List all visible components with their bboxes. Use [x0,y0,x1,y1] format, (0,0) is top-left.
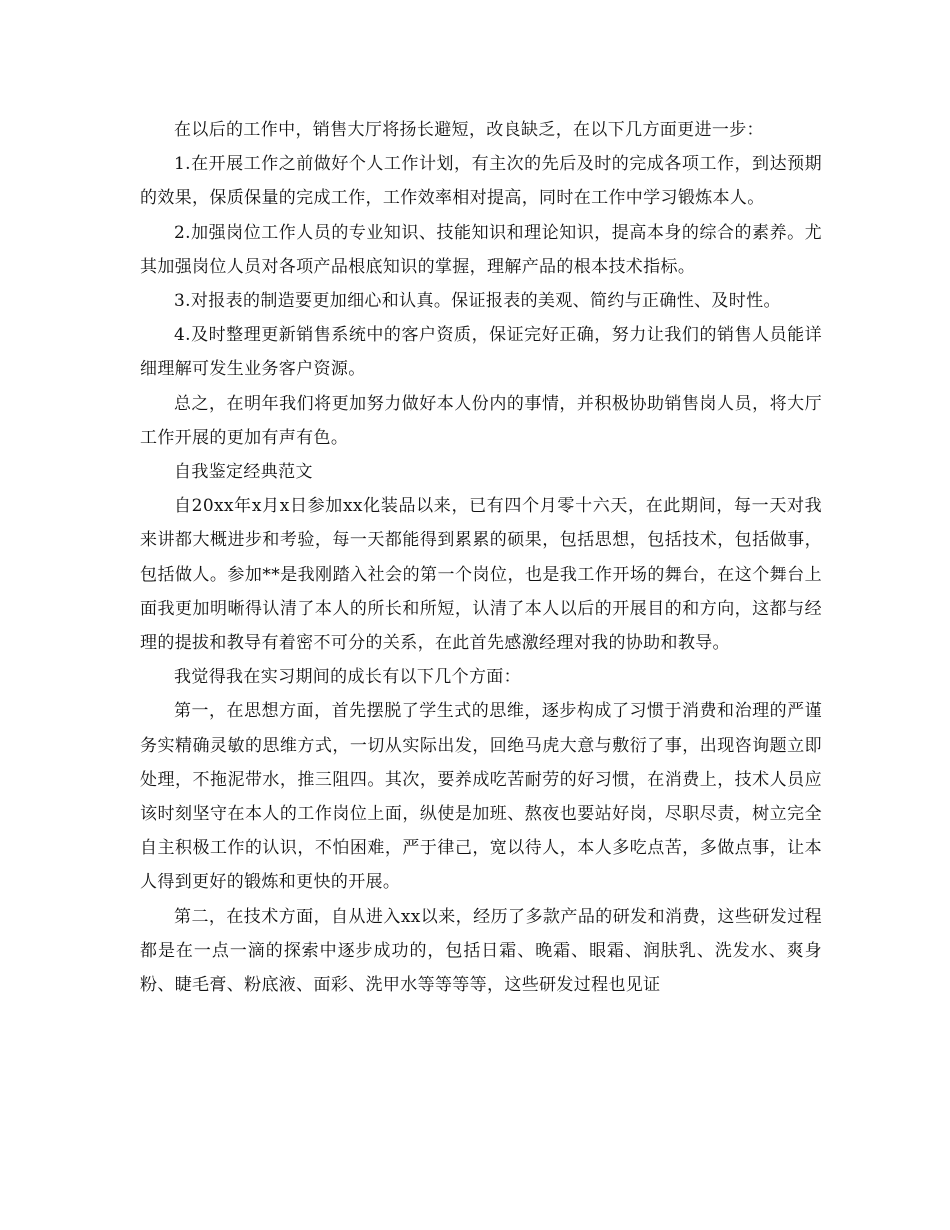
paragraph-item-2: 2.加强岗位工作人员的专业知识、技能知识和理论知识，提高本身的综合的素养。尤其加强岗位人员对各项产品根底知识的掌握，理解产品的根本技术指标。 [140,222,822,277]
document-body [140,113,822,1002]
paragraph-improvement-intro: 在以后的工作中，销售大厅将扬长避短，改良缺乏，在以下几方面更进一步： [174,120,764,140]
paragraph-second-point: 第二，在技术方面，自从进入xx以来，经历了多款产品的研发和消费，这些研发过程都是在一点一滴的探索中逐步成功的，包括日霜、晚霜、眼霜、润肤乳、洗发水、爽身粉、睫毛膏、粉底液、面彩、洗甲水等等等等，这些研发过程也见证 [140,906,822,996]
paragraph-self-assessment-intro: 自20xx年x月x日参加xx化装品以来，已有四个月零十六天，在此期间，每一天对我来讲都大概进步和考验，每一天都能得到累累的硕果，包括思想，包括技术，包括做事，包括做人。参加**是我刚踏入社会的第一个岗位，也是我工作开场的舞台，在这个舞台上面我更加明晰得认清了本人的所长和所短，认清了本人以后的开展目的和方向，这都与经理的提拔和教导有着密不可分的关系，在此首先感激经理对我的协助和教导。 [140,496,822,654]
paragraph-item-4: 4.及时整理更新销售系统中的客户资质，保证完好正确，努力让我们的销售人员能详细理解可发生业务客户资源。 [140,325,822,380]
paragraph-summary: 总之，在明年我们将更加努力做好本人份内的事情，并积极协助销售岗人员，将大厅工作开展的更加有声有色。 [140,393,822,448]
section-heading: 自我鉴定经典范文 [174,462,313,483]
paragraph-first-point: 第一，在思想方面，首先摆脱了学生式的思维，逐步构成了习惯于消费和治理的严谨务实精确灵敏的思维方式，一切从实际出发，回绝马虎大意与敷衍了事，出现咨询题立即处理，不拖泥带水，推三阻四。其次，要养成吃苦耐劳的好习惯，在消费上，技术人员应该时刻坚守在本人的工作岗位上面，纵使是加班、熬夜也要站好岗，尽职尽责，树立完全自主积极工作的认识，不怕困难，严于律己，宽以待人，本人多吃点苦，多做点事，让本人得到更好的锻炼和更快的开展。 [140,701,822,893]
paragraph-growth-intro: 我觉得我在实习期间的成长有以下几个方面： [174,667,521,688]
paragraph-item-3: 3.对报表的制造要更加细心和认真。保证报表的美观、简约与正确性、及时性。 [174,291,781,312]
paragraph-item-1: 1.在开展工作之前做好个人工作计划，有主次的先后及时的完成各项工作，到达预期的效果，保质保量的完成工作，工作效率相对提高，同时在工作中学习锻炼本人。 [140,154,822,209]
